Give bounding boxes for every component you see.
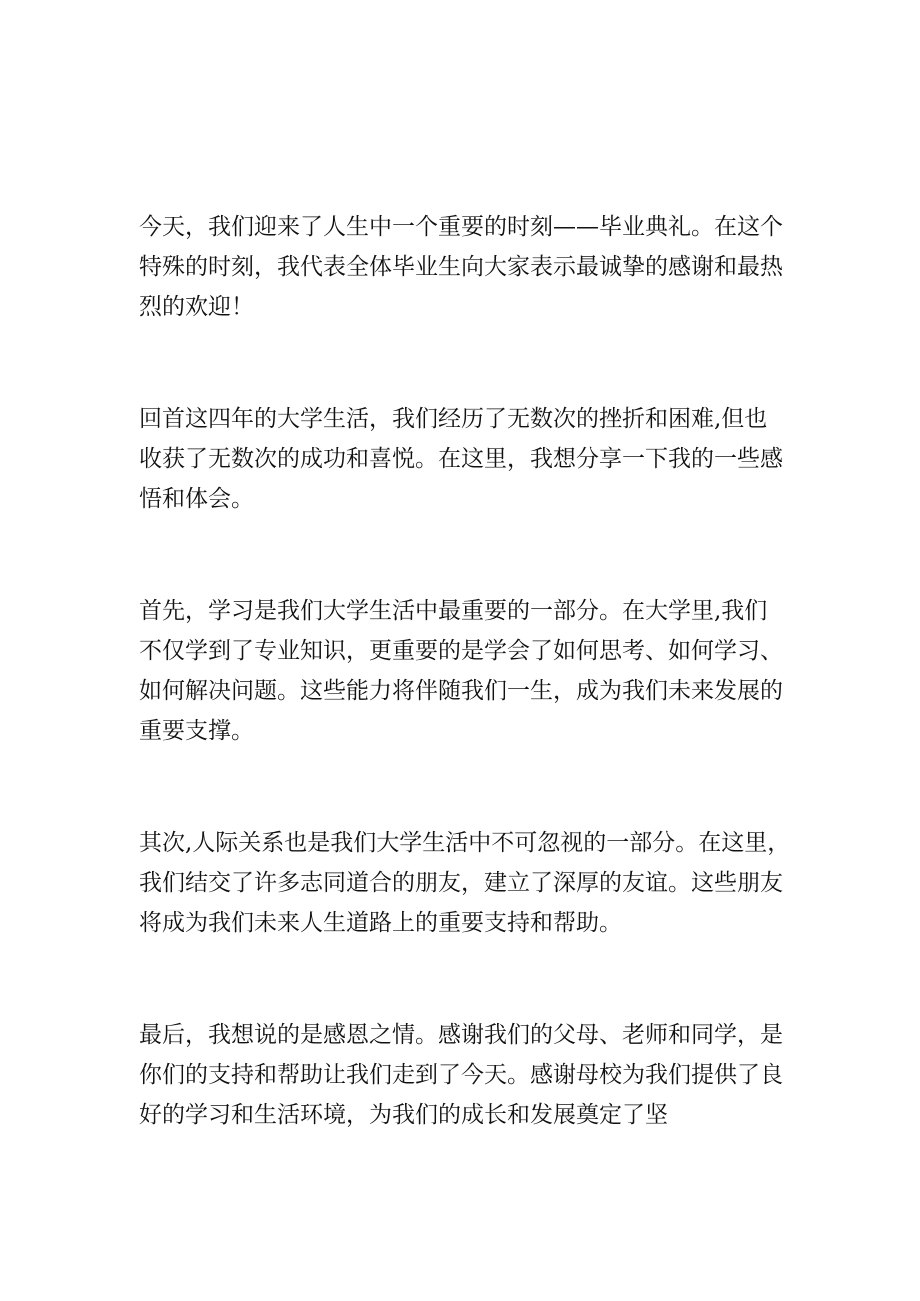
paragraph-retrospect: 回首这四年的大学生活，我们经历了无数次的挫折和困难,但也 收获了无数次的成功和喜悦。在这里，我想分享一下我的一些感 悟和体会。 [139, 406, 783, 512]
paragraph-opening: 今天，我们迎来了人生中一个重要的时刻——毕业典礼。在这个 特殊的时刻，我代表全体毕业生向大家表示最诚挚的感谢和最热 烈的欢迎！ [139, 214, 783, 320]
paragraph-relationships: 其次,人际关系也是我们大学生活中不可忽视的一部分。在这里， 我们结交了许多志同道合的朋友，建立了深厚的友谊。这些朋友 将成为我们未来人生道路上的重要支持和帮助。 [139, 830, 791, 936]
paragraph-gratitude: 最后，我想说的是感恩之情。感谢我们的父母、老师和同学，是 你们的支持和帮助让我们走到了今天。感谢母校为我们提供了良 好的学习和生活环境，为我们的成长和发展奠定了坚 [139, 1022, 783, 1128]
document-body [139, 207, 799, 1135]
paragraph-learning: 首先，学习是我们大学生活中最重要的一部分。在大学里,我们 不仅学到了专业知识，更重要的是学会了如何思考、如何学习、 如何解决问题。这些能力将伴随我们一生，成为我们未来发展的 重要支撑。 [139, 598, 783, 744]
